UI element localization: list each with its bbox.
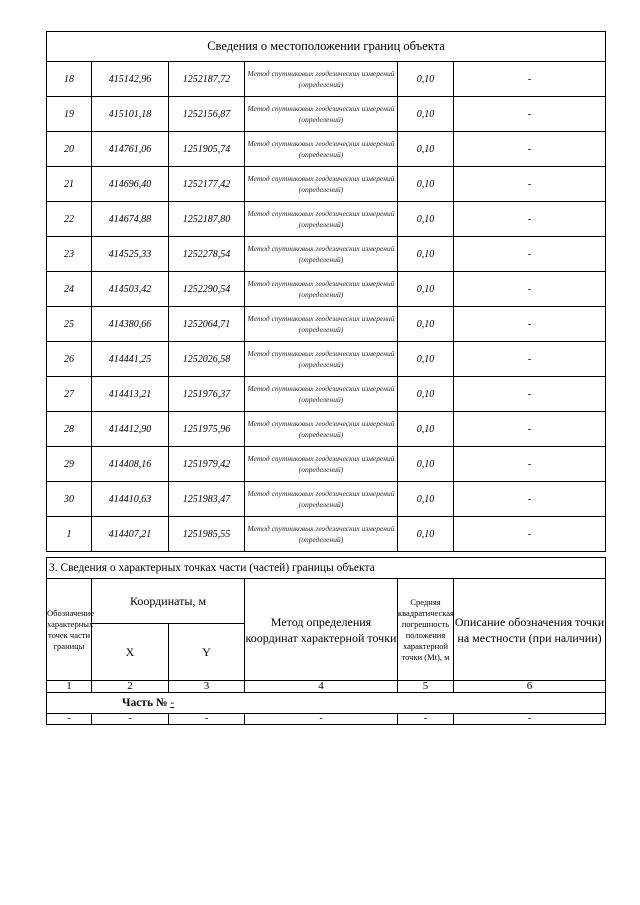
point-description: - [454, 307, 606, 342]
error-value: 0,10 [398, 237, 454, 272]
table-row [47, 202, 606, 237]
coord-x: 414410,63 [92, 482, 169, 517]
column-number: 2 [92, 681, 169, 693]
coord-x: 415101,18 [92, 97, 169, 132]
point-number: 27 [47, 377, 92, 412]
point-number: 19 [47, 97, 92, 132]
part-number: - [170, 697, 175, 709]
column-numbers-row [47, 681, 606, 693]
header-method: Метод определения координат характерной точки [245, 579, 398, 681]
coord-x: 414503,42 [92, 272, 169, 307]
table-row [47, 412, 606, 447]
header-y: Y [169, 624, 245, 681]
coord-y: 1251905,74 [169, 132, 245, 167]
point-description: - [454, 237, 606, 272]
table-row [47, 307, 606, 342]
empty-cell: - [92, 714, 169, 725]
table-row [47, 97, 606, 132]
coord-y: 1251979,42 [169, 447, 245, 482]
point-description: - [454, 62, 606, 97]
error-value: 0,10 [398, 412, 454, 447]
point-description: - [454, 132, 606, 167]
header-error: Средняя квадратическая погрешность положения характерной точки (Mt), м [398, 579, 454, 681]
part-points-table [46, 557, 606, 725]
method-cell: Метод спутниковых геодезических измерений (определений) [245, 307, 398, 342]
header-description: Описание обозначения точки на местности (при наличии) [454, 579, 606, 681]
coord-y: 1251985,55 [169, 517, 245, 552]
coord-y: 1252187,72 [169, 62, 245, 97]
table-row [47, 517, 606, 552]
table-row [47, 377, 606, 412]
method-cell: Метод спутниковых геодезических измерений (определений) [245, 132, 398, 167]
section-header-row [47, 32, 606, 62]
coord-x: 414761,06 [92, 132, 169, 167]
method-cell: Метод спутниковых геодезических измерений (определений) [245, 272, 398, 307]
column-number: 3 [169, 681, 245, 693]
error-value: 0,10 [398, 272, 454, 307]
error-value: 0,10 [398, 202, 454, 237]
table-row [47, 237, 606, 272]
coord-x: 414413,21 [92, 377, 169, 412]
error-value: 0,10 [398, 377, 454, 412]
method-cell: Метод спутниковых геодезических измерений (определений) [245, 62, 398, 97]
section3-title: 3. Сведения о характерных точках части (частей) границы объекта [47, 558, 606, 579]
table-row [47, 714, 606, 725]
part-label-text: Часть № [122, 697, 168, 709]
coord-x: 414441,25 [92, 342, 169, 377]
boundary-points-table [46, 31, 606, 552]
coord-x: 414380,66 [92, 307, 169, 342]
error-value: 0,10 [398, 482, 454, 517]
coord-y: 1251983,47 [169, 482, 245, 517]
header-x: X [92, 624, 169, 681]
coord-y: 1252278,54 [169, 237, 245, 272]
table-row [47, 272, 606, 307]
method-cell: Метод спутниковых геодезических измерений (определений) [245, 482, 398, 517]
point-number: 21 [47, 167, 92, 202]
error-value: 0,10 [398, 342, 454, 377]
column-number: 4 [245, 681, 398, 693]
point-description: - [454, 447, 606, 482]
point-description: - [454, 482, 606, 517]
coord-y: 1252156,87 [169, 97, 245, 132]
part-label [47, 693, 606, 714]
column-number: 1 [47, 681, 92, 693]
coord-x: 414696,40 [92, 167, 169, 202]
point-description: - [454, 517, 606, 552]
empty-cell: - [398, 714, 454, 725]
table-row [47, 132, 606, 167]
method-cell: Метод спутниковых геодезических измерений (определений) [245, 412, 398, 447]
error-value: 0,10 [398, 517, 454, 552]
point-number: 20 [47, 132, 92, 167]
coord-x: 414407,21 [92, 517, 169, 552]
coord-x: 414408,16 [92, 447, 169, 482]
method-cell: Метод спутниковых геодезических измерений (определений) [245, 97, 398, 132]
method-cell: Метод спутниковых геодезических измерений (определений) [245, 202, 398, 237]
table-row [47, 167, 606, 202]
empty-cell: - [169, 714, 245, 725]
point-description: - [454, 272, 606, 307]
column-number: 6 [454, 681, 606, 693]
point-description: - [454, 202, 606, 237]
coord-y: 1251975,96 [169, 412, 245, 447]
coord-x: 414674,88 [92, 202, 169, 237]
method-cell: Метод спутниковых геодезических измерений (определений) [245, 237, 398, 272]
point-number: 25 [47, 307, 92, 342]
error-value: 0,10 [398, 132, 454, 167]
error-value: 0,10 [398, 62, 454, 97]
header-designation: Обозначение характерных точек части границы [47, 579, 92, 681]
table-row [47, 482, 606, 517]
method-cell: Метод спутниковых геодезических измерений (определений) [245, 447, 398, 482]
point-number: 22 [47, 202, 92, 237]
coord-y: 1252064,71 [169, 307, 245, 342]
point-description: - [454, 377, 606, 412]
error-value: 0,10 [398, 447, 454, 482]
method-cell: Метод спутниковых геодезических измерений (определений) [245, 377, 398, 412]
coord-y: 1252187,80 [169, 202, 245, 237]
coord-y: 1251976,37 [169, 377, 245, 412]
coord-x: 415142,96 [92, 62, 169, 97]
section-title: Сведения о местоположении границ объекта [47, 32, 606, 62]
coord-x: 414412,90 [92, 412, 169, 447]
empty-cell: - [47, 714, 92, 725]
method-cell: Метод спутниковых геодезических измерений (определений) [245, 167, 398, 202]
point-number: 24 [47, 272, 92, 307]
error-value: 0,10 [398, 307, 454, 342]
column-number: 5 [398, 681, 454, 693]
coord-x: 414525,33 [92, 237, 169, 272]
point-number: 23 [47, 237, 92, 272]
point-description: - [454, 412, 606, 447]
error-value: 0,10 [398, 97, 454, 132]
point-number: 29 [47, 447, 92, 482]
coord-y: 1252290,54 [169, 272, 245, 307]
point-description: - [454, 342, 606, 377]
method-cell: Метод спутниковых геодезических измерений (определений) [245, 342, 398, 377]
coord-y: 1252026,58 [169, 342, 245, 377]
empty-cell: - [454, 714, 606, 725]
table-row [47, 342, 606, 377]
table-row [47, 62, 606, 97]
point-number: 30 [47, 482, 92, 517]
point-description: - [454, 97, 606, 132]
point-number: 28 [47, 412, 92, 447]
point-number: 18 [47, 62, 92, 97]
point-number: 26 [47, 342, 92, 377]
error-value: 0,10 [398, 167, 454, 202]
table-row [47, 447, 606, 482]
point-description: - [454, 167, 606, 202]
method-cell: Метод спутниковых геодезических измерений (определений) [245, 517, 398, 552]
coord-y: 1252177,42 [169, 167, 245, 202]
header-coordinates: Координаты, м [92, 579, 245, 624]
empty-cell: - [245, 714, 398, 725]
point-number: 1 [47, 517, 92, 552]
